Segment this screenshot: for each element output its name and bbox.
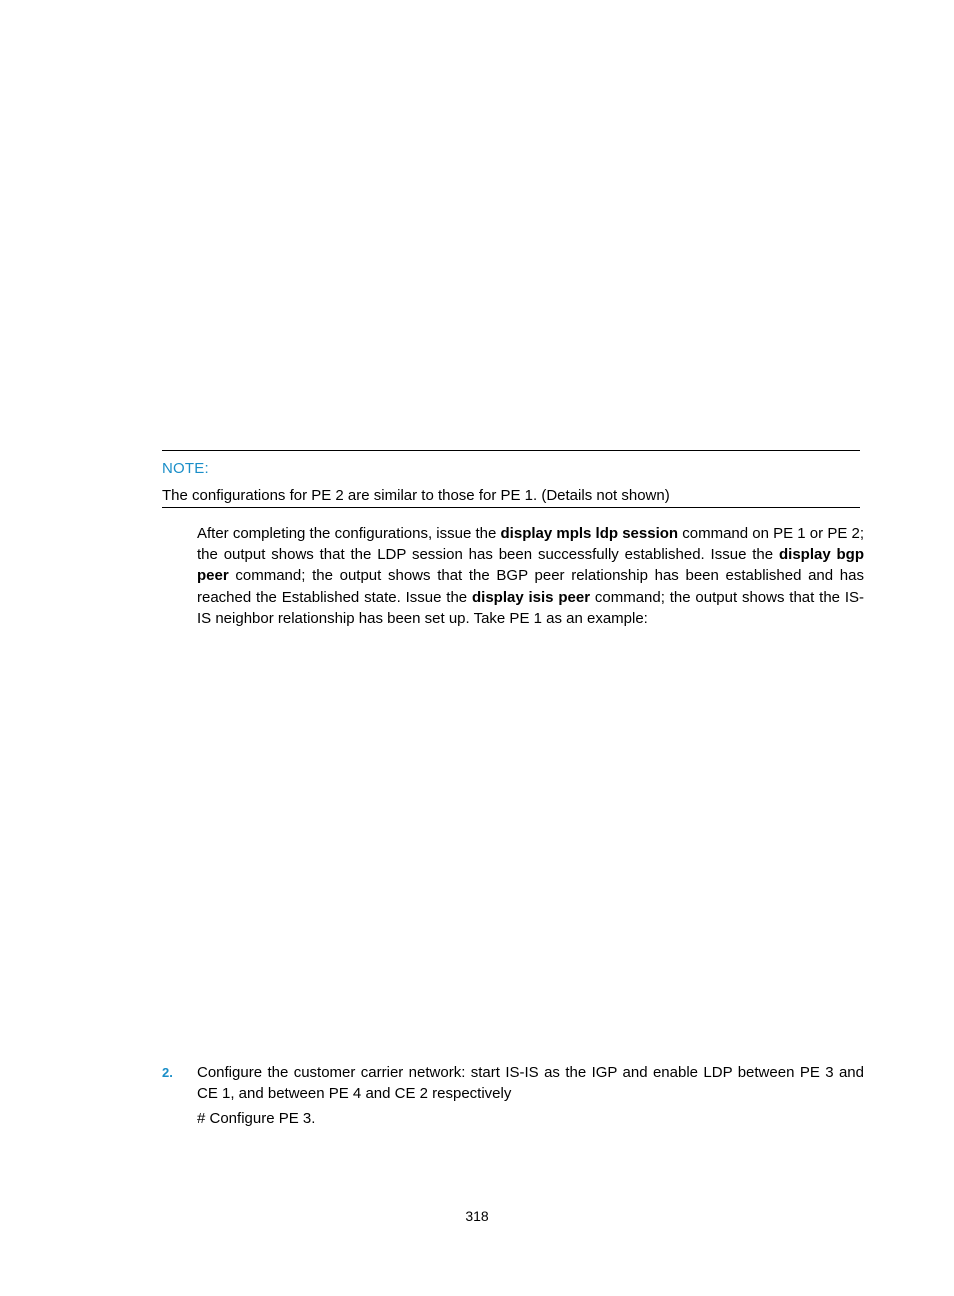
paragraph-text-1: After completing the configurations, issue the [197,525,501,542]
sub-step-configure-pe3: # Configure PE 3. [197,1110,316,1127]
page-number: 318 [465,1208,489,1224]
paragraph-text-4: command; the output shows that the IS-IS neighbor relationship has been set up. Take PE 1 as an example: [197,588,864,627]
note-text: The configurations for PE 2 are similar to those for PE 1. (Details not shown) [162,487,670,504]
step-text: Configure the customer carrier network: start IS-IS as the IGP and enable LDP between PE 3 and CE 1, and between PE 4 and CE 2 respectively [197,1064,864,1103]
command-display-mpls-ldp-session: display mpls ldp session [500,525,679,542]
command-display-isis-peer: display isis peer [471,588,591,606]
paragraph-text-3: command; the output shows that the BGP peer relationship has been established and has reached the Established state. Issue the [197,567,864,606]
result-paragraph [197,523,864,629]
note-block [162,450,860,508]
command-display-bgp-peer: display bgp peer [197,546,865,585]
step-number: 2. [162,1065,173,1080]
note-label: NOTE: [162,460,209,477]
paragraph-text-2: command on PE 1 or PE 2; the output shows that the LDP session has been successfully established. Issue the [197,525,865,564]
